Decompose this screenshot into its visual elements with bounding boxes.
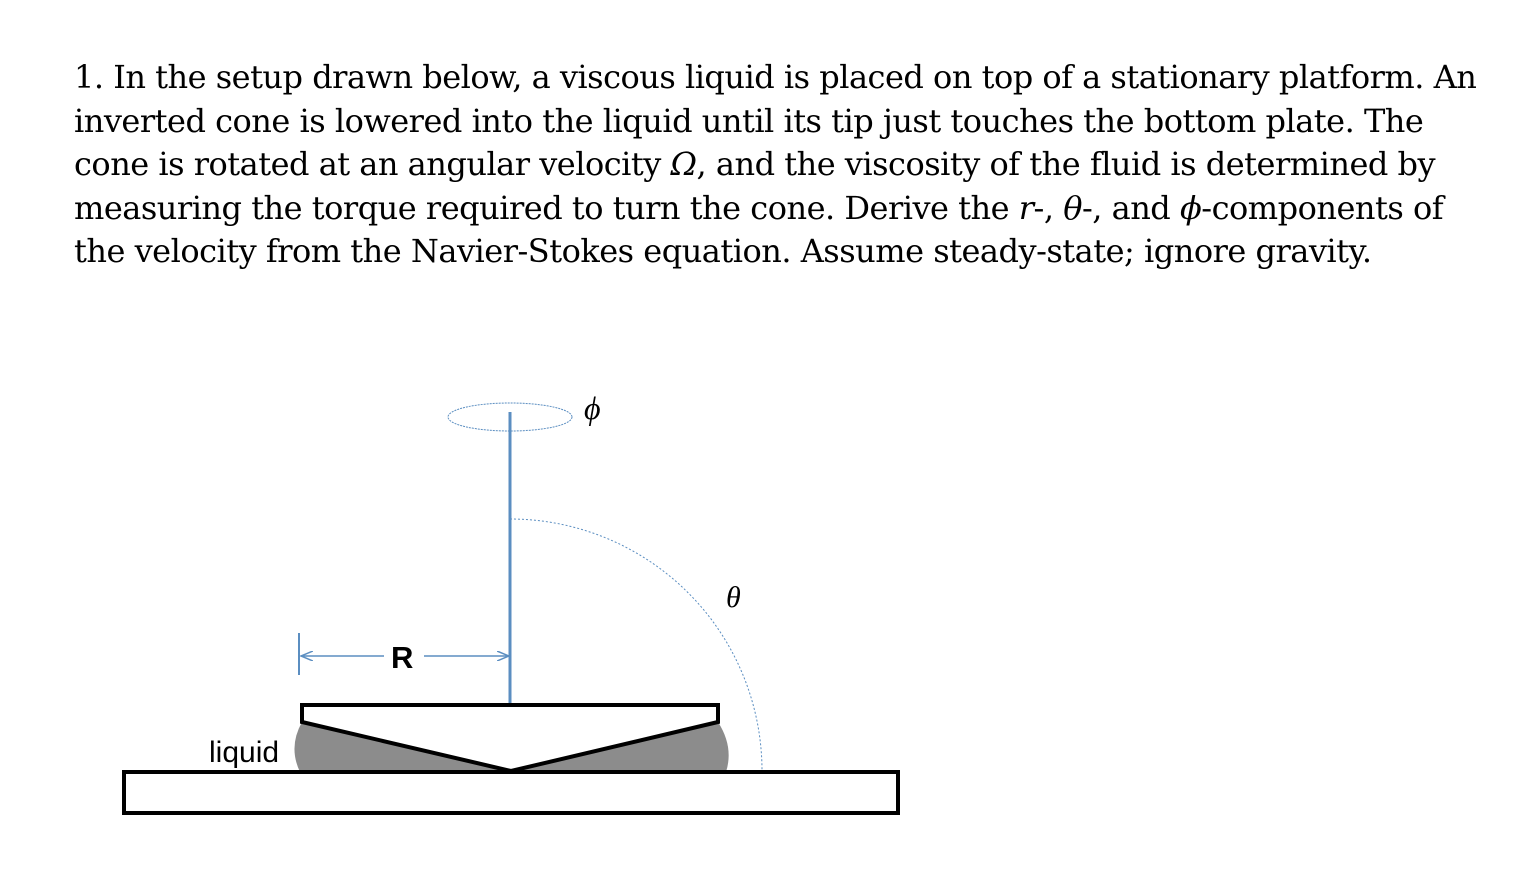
r-symbol: r (1018, 188, 1034, 227)
problem-text-2: , and the viscosity of the fluid is determined by measuring the torque required to turn the cone. Derive the (74, 145, 1436, 227)
phi-label: ϕ (584, 390, 601, 426)
radius-label: R (391, 640, 414, 675)
theta-symbol: θ (1063, 188, 1082, 227)
problem-text-1: In the setup drawn below, a viscous liquid is placed on top of a stationary platform. An inverted cone is lowered into the liquid until its tip just touches the bottom plate. The cone is rotated at an angular velocity (74, 58, 1477, 183)
problem-text-3: -, (1033, 188, 1064, 227)
phi-symbol: ϕ (1179, 188, 1202, 227)
stationary-plate (124, 772, 898, 813)
liquid-label: liquid (209, 736, 280, 769)
problem-text-5: -components of the velocity from the Navier-Stokes equation. Assume steady-state; ignore gravity. (74, 188, 1444, 270)
omega-symbol: Ω (670, 145, 697, 183)
problem-text-4: -, and (1081, 188, 1180, 227)
problem-number: 1. (74, 58, 104, 96)
theta-label: θ (726, 581, 741, 614)
